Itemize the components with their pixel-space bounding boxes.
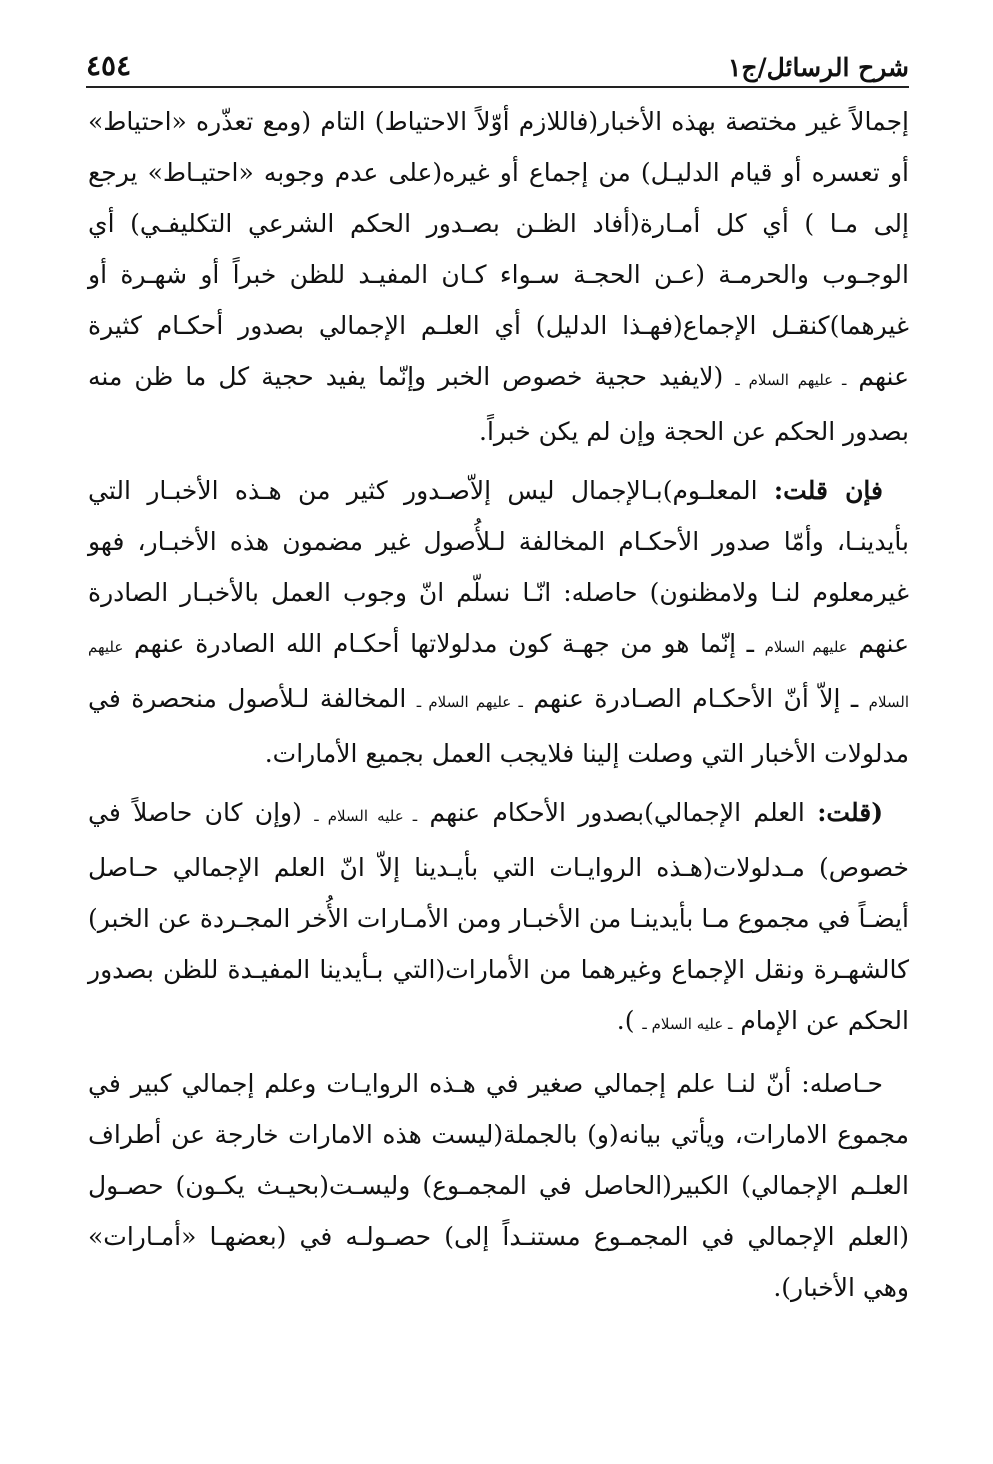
paragraph-4 — [88, 1058, 909, 1313]
honorific: ـ عليهم السلام ـ — [416, 693, 523, 711]
header-rule — [86, 86, 909, 88]
paragraph-text: حـاصله: أنّ لنـا علم إجمالي صغير في هـذه الروايـات وعلم إجمالي كبير في مجموع الامارات، ويأتي بيانه(و) بالجملة(ليست هذه الامارات خارجة عن أطراف العلـم الإجمالي) الكبير(الحاصل في المجمـوع) وليسـت(بحيـث يكـون) حصـول (العلم الإجمالي في المجمـوع مستنـداً إلى) حصـولـه في (بعضهـا «أمـارات» وهي الأخبار). — [88, 1069, 909, 1302]
paragraph-3 — [88, 787, 909, 1050]
honorific: عليهم السلام — [88, 638, 910, 711]
page-number: ٤٥٤ — [86, 49, 132, 82]
paragraph-text: ـ إنّما هو من جهـة كون مدلولاتها أحكـام الله الصادرة عنهم — [133, 629, 754, 658]
paragraph-text: إجمالاً غير مختصة بهذه الأخبار(فاللازم أوّلاً الاحتياط) التام (ومع تعذّره «احتياط» أو تعسره أو قيام الدليـل) من إجماع أو غيره(على عدم وجوبه «احتيـاط» يرجع إلى مـا ) أي كل أمـارة(أفاد الظـن بصـدور الحكم الشرعي التكليفـي) أي الوجـوب والحرمـة (عـن الحجـة سـواء كـان المفيـد للظن خبراً أو شهـرة أو غيرهما)كنقـل الإجماع(فهـذا الدليل) أي العلـم الإجمالي بصدور أحكـام كثيرة عنهم — [88, 107, 910, 391]
paragraph-text: ـ إلاّ أنّ الأحكـام الصـادرة عنهم — [533, 684, 859, 713]
running-title: شرح الرسائل/ج١ — [727, 53, 909, 82]
page-header — [86, 36, 909, 82]
paragraph-text: المخالفة لـلأصول منحصرة في مدلولات الأخبار التي وصلت إلينا فلايجب العمل بجميع الأمارات. — [88, 684, 909, 768]
paragraph-text: العلم الإجمالي)بصدور الأحكام عنهم — [429, 798, 805, 827]
honorific: ـ عليه السلام ـ — [642, 1015, 733, 1033]
paragraph-2 — [88, 465, 909, 779]
paragraph-1 — [88, 96, 909, 457]
paragraph-text: المعلـوم)بـالإجمال ليس إلاّصـدور كثير من هـذه الأخبـار التي بأيدينـا، وأمّا صدور الأحكـام المخالفة لـلأُصول غير مضمون هذه الأخبـار، فهو غيرمعلوم لنـا ولامظنون) حاصله: انّـا نسلّم انّ وجوب العمل بالأخبـار الصادرة عنهم — [88, 476, 909, 658]
paragraph-lead: (قلت: — [817, 798, 884, 827]
paragraph-text: (وإن كان حاصلاً في خصوص) مـدلولات(هـذه الروايـات التي بأيـدينا إلاّ انّ العلم الإجمالي حـاصل أيضـاً في مجموع مـا بأيدينـا من الأخبـار ومن الأمـارات الأُخر المجـردة عن الخبر) كالشهـرة ونقل الإجماع وغيرهما من الأمارات(التي بـأيدينا المفيـدة للظن بصدور الحكم عن الإمام — [88, 798, 909, 1035]
paragraph-text: ). — [616, 1006, 635, 1035]
page-body — [88, 96, 909, 1321]
honorific: عليهم السلام — [764, 638, 848, 656]
paragraph-lead: فإن قلت: — [773, 476, 883, 505]
honorific: ـ عليه السلام ـ — [314, 807, 418, 825]
honorific: ـ عليهم السلام ـ — [735, 371, 847, 389]
paragraph-text: (لايفيد حجية خصوص الخبر وإنّما يفيد حجية كل ما ظن منه بصدور الحكم عن الحجة وإن لم يكن خبراً. — [88, 362, 909, 446]
